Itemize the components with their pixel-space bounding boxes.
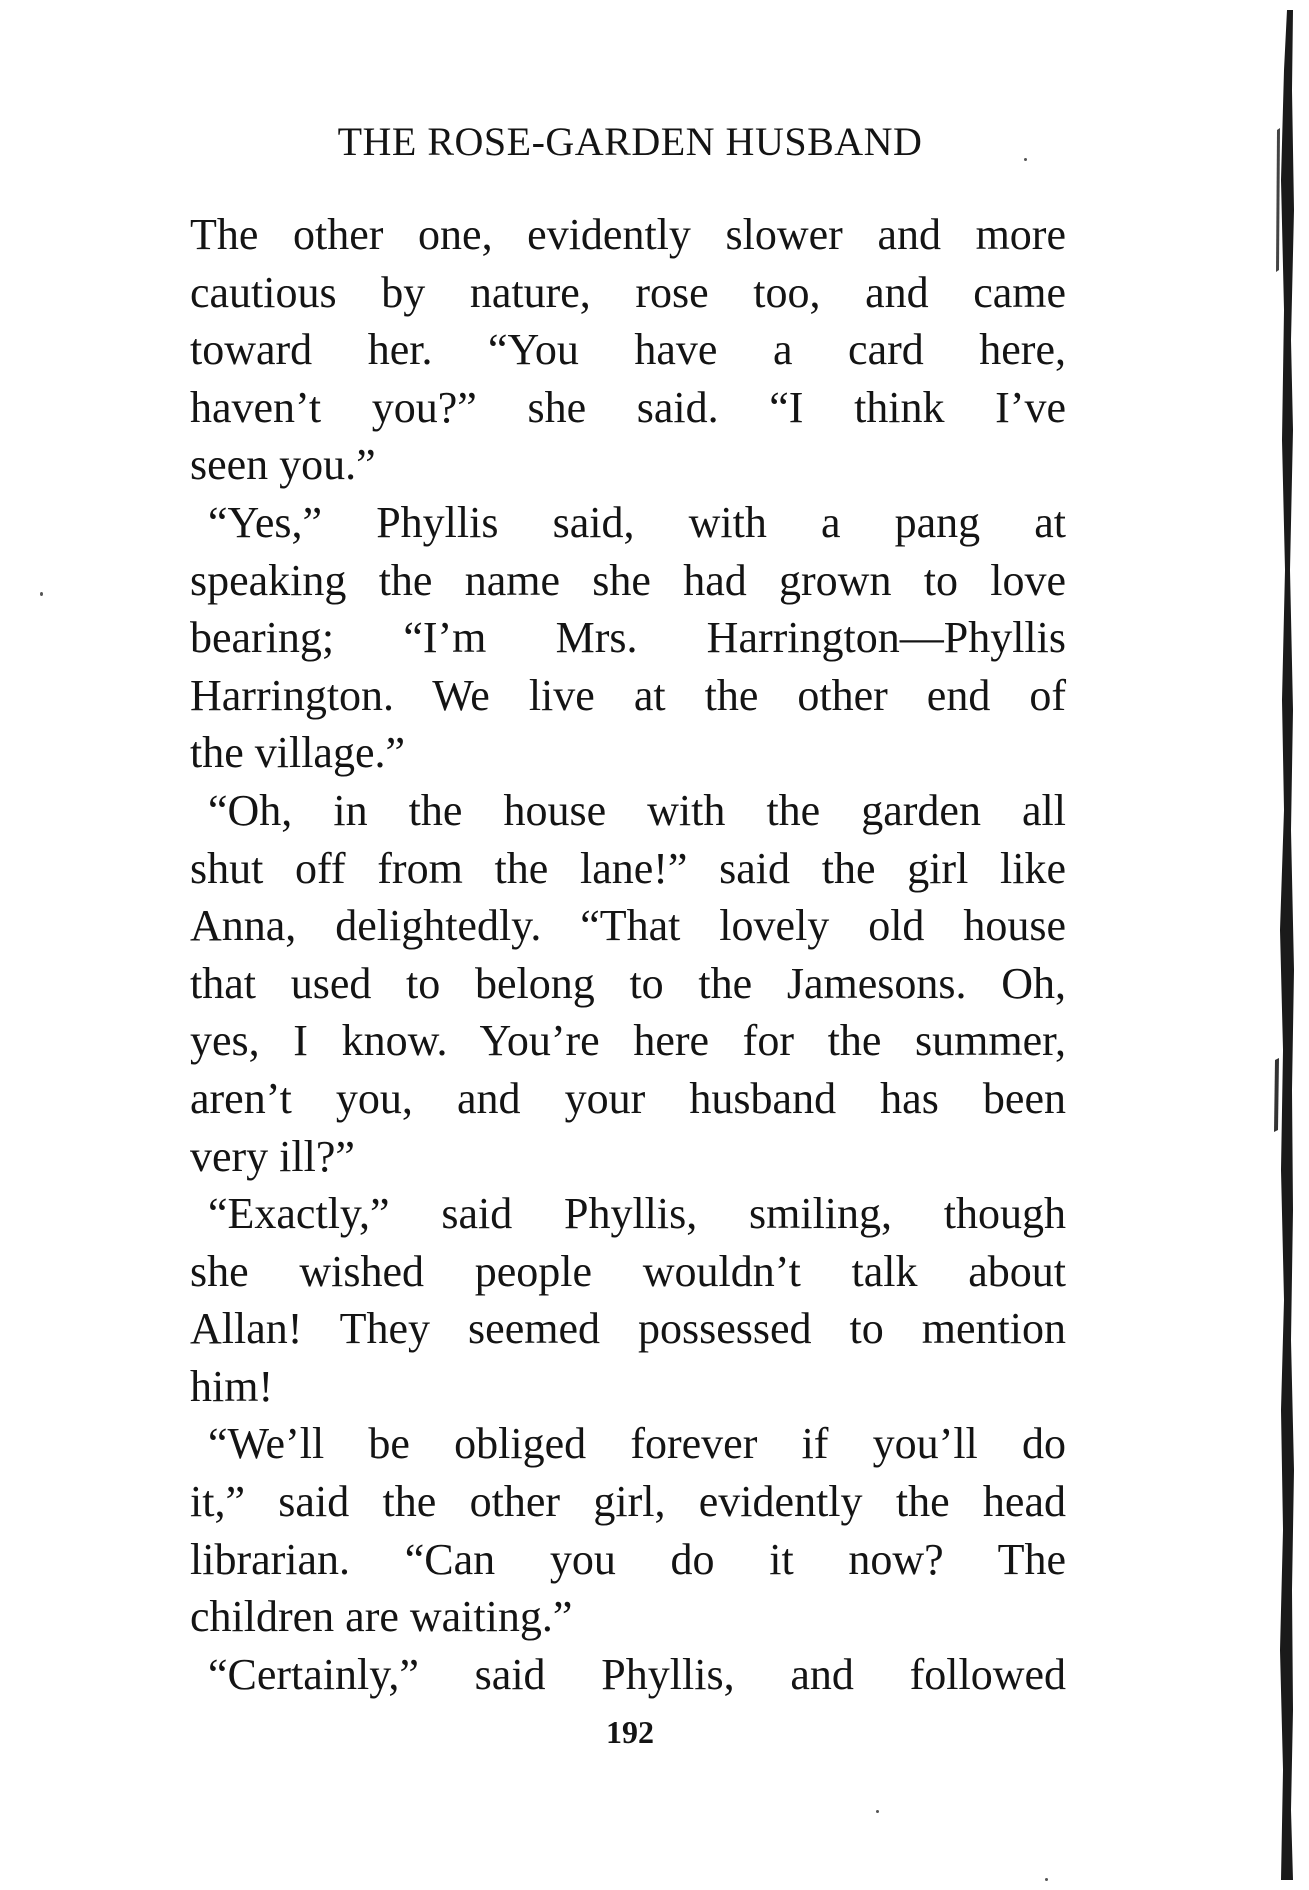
text-line: she wished people wouldn’t talk about bbox=[190, 1246, 1066, 1296]
text-line: The other one, evidently slower and more bbox=[190, 210, 1066, 259]
text-line: it,” said the other girl, evidently the head bbox=[190, 1477, 1066, 1527]
text-line: librarian. “Can you do it now? The bbox=[190, 1534, 1066, 1584]
text-line: Allan! They seemed possessed to mention bbox=[190, 1304, 1066, 1354]
text-line: aren’t you, and your husband has been bbox=[190, 1073, 1066, 1123]
text-line: “Oh, in the house with the garden all bbox=[208, 785, 1066, 835]
text-line: bearing; “I’m Mrs. Harrington—Phyllis bbox=[190, 613, 1066, 663]
paper-speck bbox=[40, 592, 43, 596]
binding-edge-shadow bbox=[1267, 10, 1297, 1880]
text-line: haven’t you?” she said. “I think I’ve bbox=[190, 382, 1066, 432]
text-line: seen you.” bbox=[190, 440, 376, 490]
text-line: children are waiting.” bbox=[190, 1592, 573, 1642]
paper-speck bbox=[1045, 1878, 1048, 1881]
page-number: 192 bbox=[606, 1714, 654, 1750]
running-head: THE ROSE-GARDEN HUSBAND bbox=[337, 119, 923, 164]
text-line: “Certainly,” said Phyllis, and followed bbox=[208, 1649, 1066, 1699]
text-line: that used to belong to the Jamesons. Oh, bbox=[190, 958, 1066, 1008]
text-line: “We’ll be obliged forever if you’ll do bbox=[208, 1419, 1066, 1469]
text-line: cautious by nature, rose too, and came bbox=[190, 267, 1066, 317]
body-text bbox=[190, 206, 1066, 1703]
paper-speck bbox=[1024, 158, 1027, 161]
text-line: shut off from the lane!” said the girl like bbox=[190, 843, 1066, 893]
text-line: “Exactly,” said Phyllis, smiling, though bbox=[208, 1189, 1066, 1239]
text-line: yes, I know. You’re here for the summer, bbox=[190, 1016, 1066, 1066]
text-line: him! bbox=[190, 1361, 274, 1411]
paper-speck bbox=[876, 1810, 879, 1813]
text-line: speaking the name she had grown to love bbox=[190, 555, 1066, 605]
text-line: Anna, delightedly. “That lovely old house bbox=[190, 901, 1066, 951]
text-line: very ill?” bbox=[190, 1131, 355, 1181]
text-line: Harrington. We live at the other end of bbox=[190, 670, 1066, 720]
text-line: toward her. “You have a card here, bbox=[190, 325, 1066, 375]
text-line: the village.” bbox=[190, 728, 406, 778]
text-line: “Yes,” Phyllis said, with a pang at bbox=[208, 497, 1066, 547]
